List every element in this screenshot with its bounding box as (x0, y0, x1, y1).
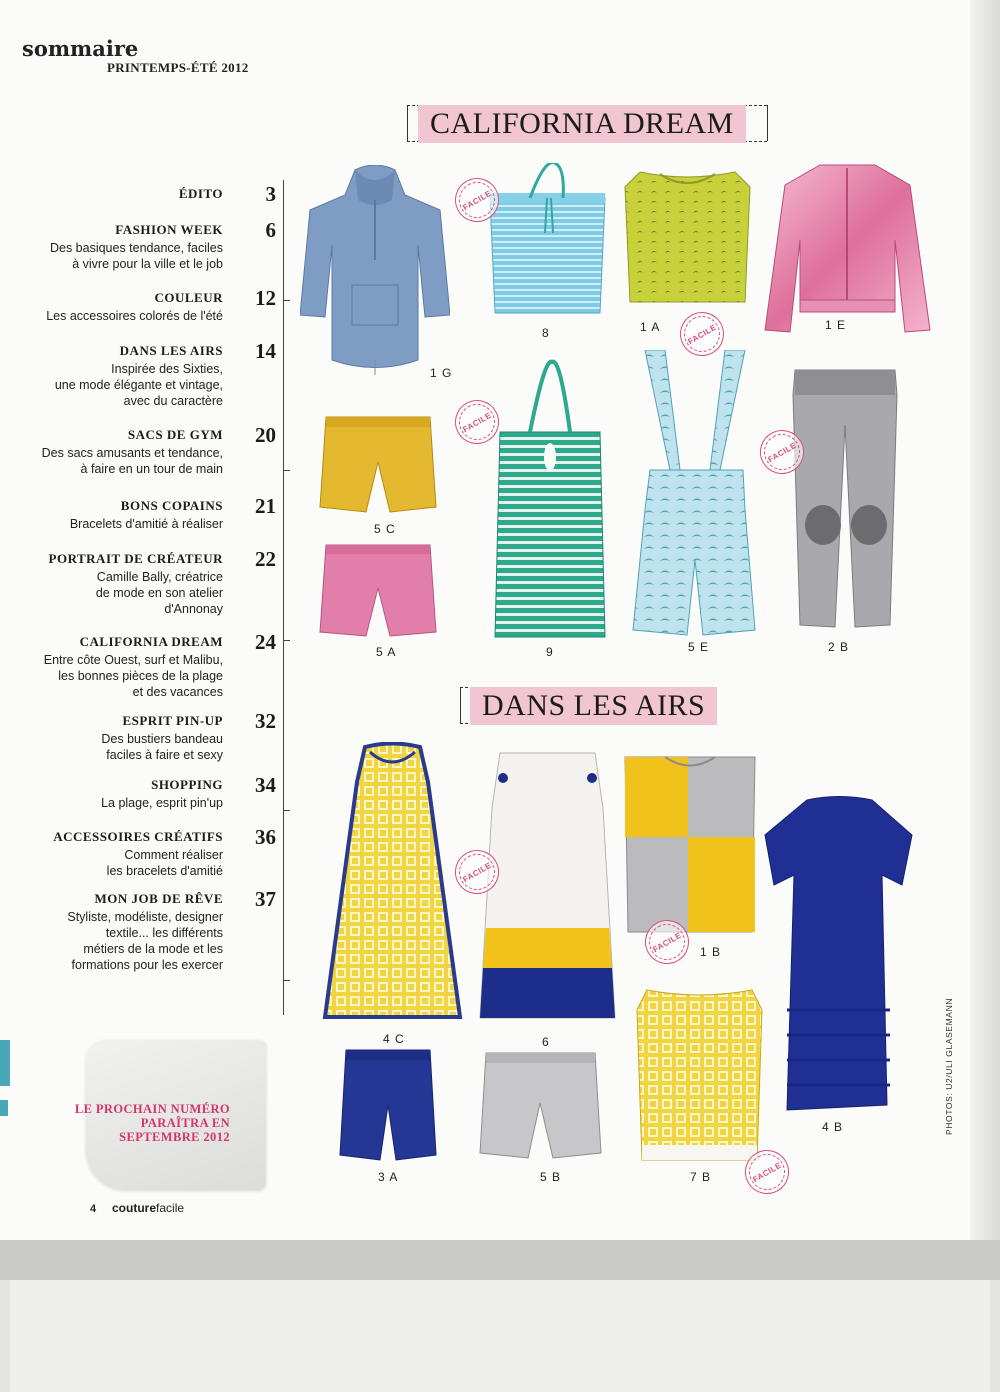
facile-badge: FACILE (447, 842, 507, 902)
desc-line: à faire en un tour de main (80, 462, 223, 476)
desc-line: avec du caractère (123, 394, 223, 408)
toc-title: SHOPPING (151, 777, 223, 792)
garment-navy-dress[interactable] (762, 795, 917, 1115)
desc-line: Styliste, modéliste, designer (67, 910, 223, 924)
toc-divider (283, 180, 284, 1015)
toc-title: BONS COPAINS (120, 498, 223, 513)
desc-line: Entre côte Ouest, surf et Malibu, (43, 653, 223, 667)
garment-hoodie-tunic[interactable] (300, 165, 453, 380)
garment-code: 4 B (822, 1120, 844, 1134)
garment-sleeveless-top-yellow[interactable] (620, 167, 755, 312)
desc-line: à vivre pour la ville et le job (72, 257, 223, 271)
section-heading-dans-les-airs[interactable]: DANS LES AIRS (470, 687, 717, 725)
section-heading-california-dream[interactable]: CALIFORNIA DREAM (418, 105, 746, 143)
blue-tab-small (0, 1100, 8, 1116)
section-bracket-left (407, 105, 408, 141)
toc-title: DANS LES AIRS (119, 343, 223, 358)
desc-line: faciles à faire et sexy (106, 748, 223, 762)
brand-footer (112, 1201, 184, 1215)
masthead-title: sommaire (22, 36, 139, 61)
garment-overall-shorts[interactable] (625, 350, 765, 640)
folio-number: 4 (90, 1203, 97, 1215)
toc-page-number: 34 (255, 773, 276, 797)
garment-code: 3 A (378, 1170, 399, 1184)
desc-line: Des basiques tendance, faciles (49, 241, 223, 255)
toc-description (3, 516, 223, 532)
toc-title: ÉDITO (178, 186, 223, 201)
garment-code: 5 E (688, 640, 710, 654)
section-bracket-left (460, 687, 461, 723)
toc-title: FASHION WEEK (115, 222, 223, 237)
toc-title: CALIFORNIA DREAM (79, 634, 223, 649)
blue-tab (0, 1040, 10, 1086)
toc-description (3, 569, 223, 617)
toc-page-number: 21 (255, 494, 276, 518)
desc-line: et des vacances (132, 685, 223, 699)
desc-line: de mode en son atelier (95, 586, 223, 600)
toc-description (3, 731, 223, 763)
garment-code: 2 B (828, 640, 850, 654)
facile-badge: FACILE (752, 422, 812, 482)
garment-code: 5 B (540, 1170, 562, 1184)
facile-badge: FACILE (672, 304, 732, 364)
desc-line: Bracelets d'amitié à réaliser (69, 517, 223, 531)
facile-badge: FACILE (637, 912, 697, 972)
garment-code: 4 C (383, 1032, 405, 1046)
brand-part-bold: couture (112, 1201, 157, 1215)
garment-grey-shorts[interactable] (478, 1048, 603, 1163)
toc-page-number: 32 (255, 709, 276, 733)
garment-code: 1 G (430, 366, 453, 380)
toc-title: ACCESSOIRES CRÉATIFS (53, 829, 223, 844)
garment-code: 5 C (374, 522, 396, 536)
toc-title: COULEUR (154, 290, 223, 305)
garment-halter-top[interactable] (485, 163, 610, 323)
toc-title: PORTRAIT DE CRÉATEUR (48, 551, 223, 566)
next-issue-line: LE PROCHAIN NUMÉRO (74, 1102, 230, 1116)
section-bracket-right (767, 105, 768, 141)
toc-description (3, 445, 223, 477)
toc-page-number: 37 (255, 887, 276, 911)
desc-line: Camille Bally, créatrice (96, 570, 223, 584)
next-issue-note (60, 1102, 230, 1144)
garment-colorblock-top[interactable] (620, 752, 760, 937)
toc-page-number: 3 (265, 182, 276, 206)
toc-description (3, 795, 223, 811)
facile-badge: FACILE (737, 1142, 797, 1202)
facile-badge: FACILE (447, 392, 507, 452)
toc-description (3, 909, 223, 973)
toc-page-number: 6 (265, 218, 276, 242)
toc-tick (284, 300, 290, 301)
toc-description (3, 308, 223, 324)
toc-title: MON JOB DE RÊVE (94, 891, 223, 906)
desc-line: d'Annonay (164, 602, 223, 616)
desc-line: Des bustiers bandeau (101, 732, 223, 746)
garment-pink-shorts[interactable] (318, 540, 438, 640)
garment-navy-shorts[interactable] (338, 1045, 438, 1165)
desc-line: textile... les différents (105, 926, 223, 940)
toc-page-number: 20 (255, 423, 276, 447)
desc-line: Les accessoires colorés de l'été (46, 309, 223, 323)
desc-line: les bonnes pièces de la plage (58, 669, 223, 683)
garment-code: 1 B (700, 945, 722, 959)
garment-code: 6 (542, 1035, 550, 1049)
under-sheet-lower (10, 1280, 990, 1392)
garment-code: 8 (542, 326, 550, 340)
toc-page-number: 14 (255, 339, 276, 363)
garment-code: 5 A (376, 645, 397, 659)
desc-line: une mode élégante et vintage, (54, 378, 223, 392)
garment-code: 1 A (640, 320, 661, 334)
desc-line: formations pour les exercer (71, 958, 223, 972)
desc-line: Inspirée des Sixties, (111, 362, 223, 376)
toc-description (3, 361, 223, 409)
toc-description (3, 240, 223, 272)
next-issue-line: PARAÎTRA EN (140, 1116, 230, 1130)
toc-tick (284, 810, 290, 811)
toc-description (3, 847, 223, 879)
garment-pink-jacket[interactable] (760, 160, 935, 340)
toc-tick (284, 640, 290, 641)
desc-line: Des sacs amusants et tendance, (41, 446, 223, 460)
toc-page-number: 36 (255, 825, 276, 849)
garment-yellow-shorts[interactable] (318, 412, 438, 517)
toc-page-number: 24 (255, 630, 276, 654)
garment-colorblock-dress[interactable] (475, 748, 620, 1028)
photo-credit: PHOTOS: U2/ULI GLASEMANN (944, 997, 954, 1135)
facile-badge: FACILE (447, 170, 507, 230)
toc-description (3, 652, 223, 700)
masthead-season: PRINTEMPS-ÉTÉ 2012 (107, 60, 249, 75)
next-issue-line: SEPTEMBRE 2012 (119, 1130, 230, 1144)
garment-striped-dress[interactable] (490, 357, 610, 642)
garment-grey-trousers[interactable] (785, 365, 905, 635)
garment-yellow-halter-dress[interactable] (320, 742, 465, 1027)
toc-title: ESPRIT PIN-UP (122, 713, 223, 728)
desc-line: métiers de la mode et les (83, 942, 223, 956)
toc-title: SACS DE GYM (127, 427, 223, 442)
garment-code: 9 (546, 645, 554, 659)
toc-page-number: 12 (255, 286, 276, 310)
desc-line: Comment réaliser (124, 848, 223, 862)
toc-page-number: 22 (255, 547, 276, 571)
brand-part-light: facile (156, 1201, 185, 1215)
desc-line: les bracelets d'amitié (106, 864, 223, 878)
desc-line: La plage, esprit pin'up (101, 796, 223, 810)
garment-yellow-sleeveless-top[interactable] (632, 985, 767, 1165)
garment-code: 1 E (825, 318, 847, 332)
toc-tick (284, 470, 290, 471)
page-edge (970, 0, 1000, 1240)
under-sheet (0, 1240, 1000, 1280)
garment-code: 7 B (690, 1170, 712, 1184)
toc-tick (284, 980, 290, 981)
